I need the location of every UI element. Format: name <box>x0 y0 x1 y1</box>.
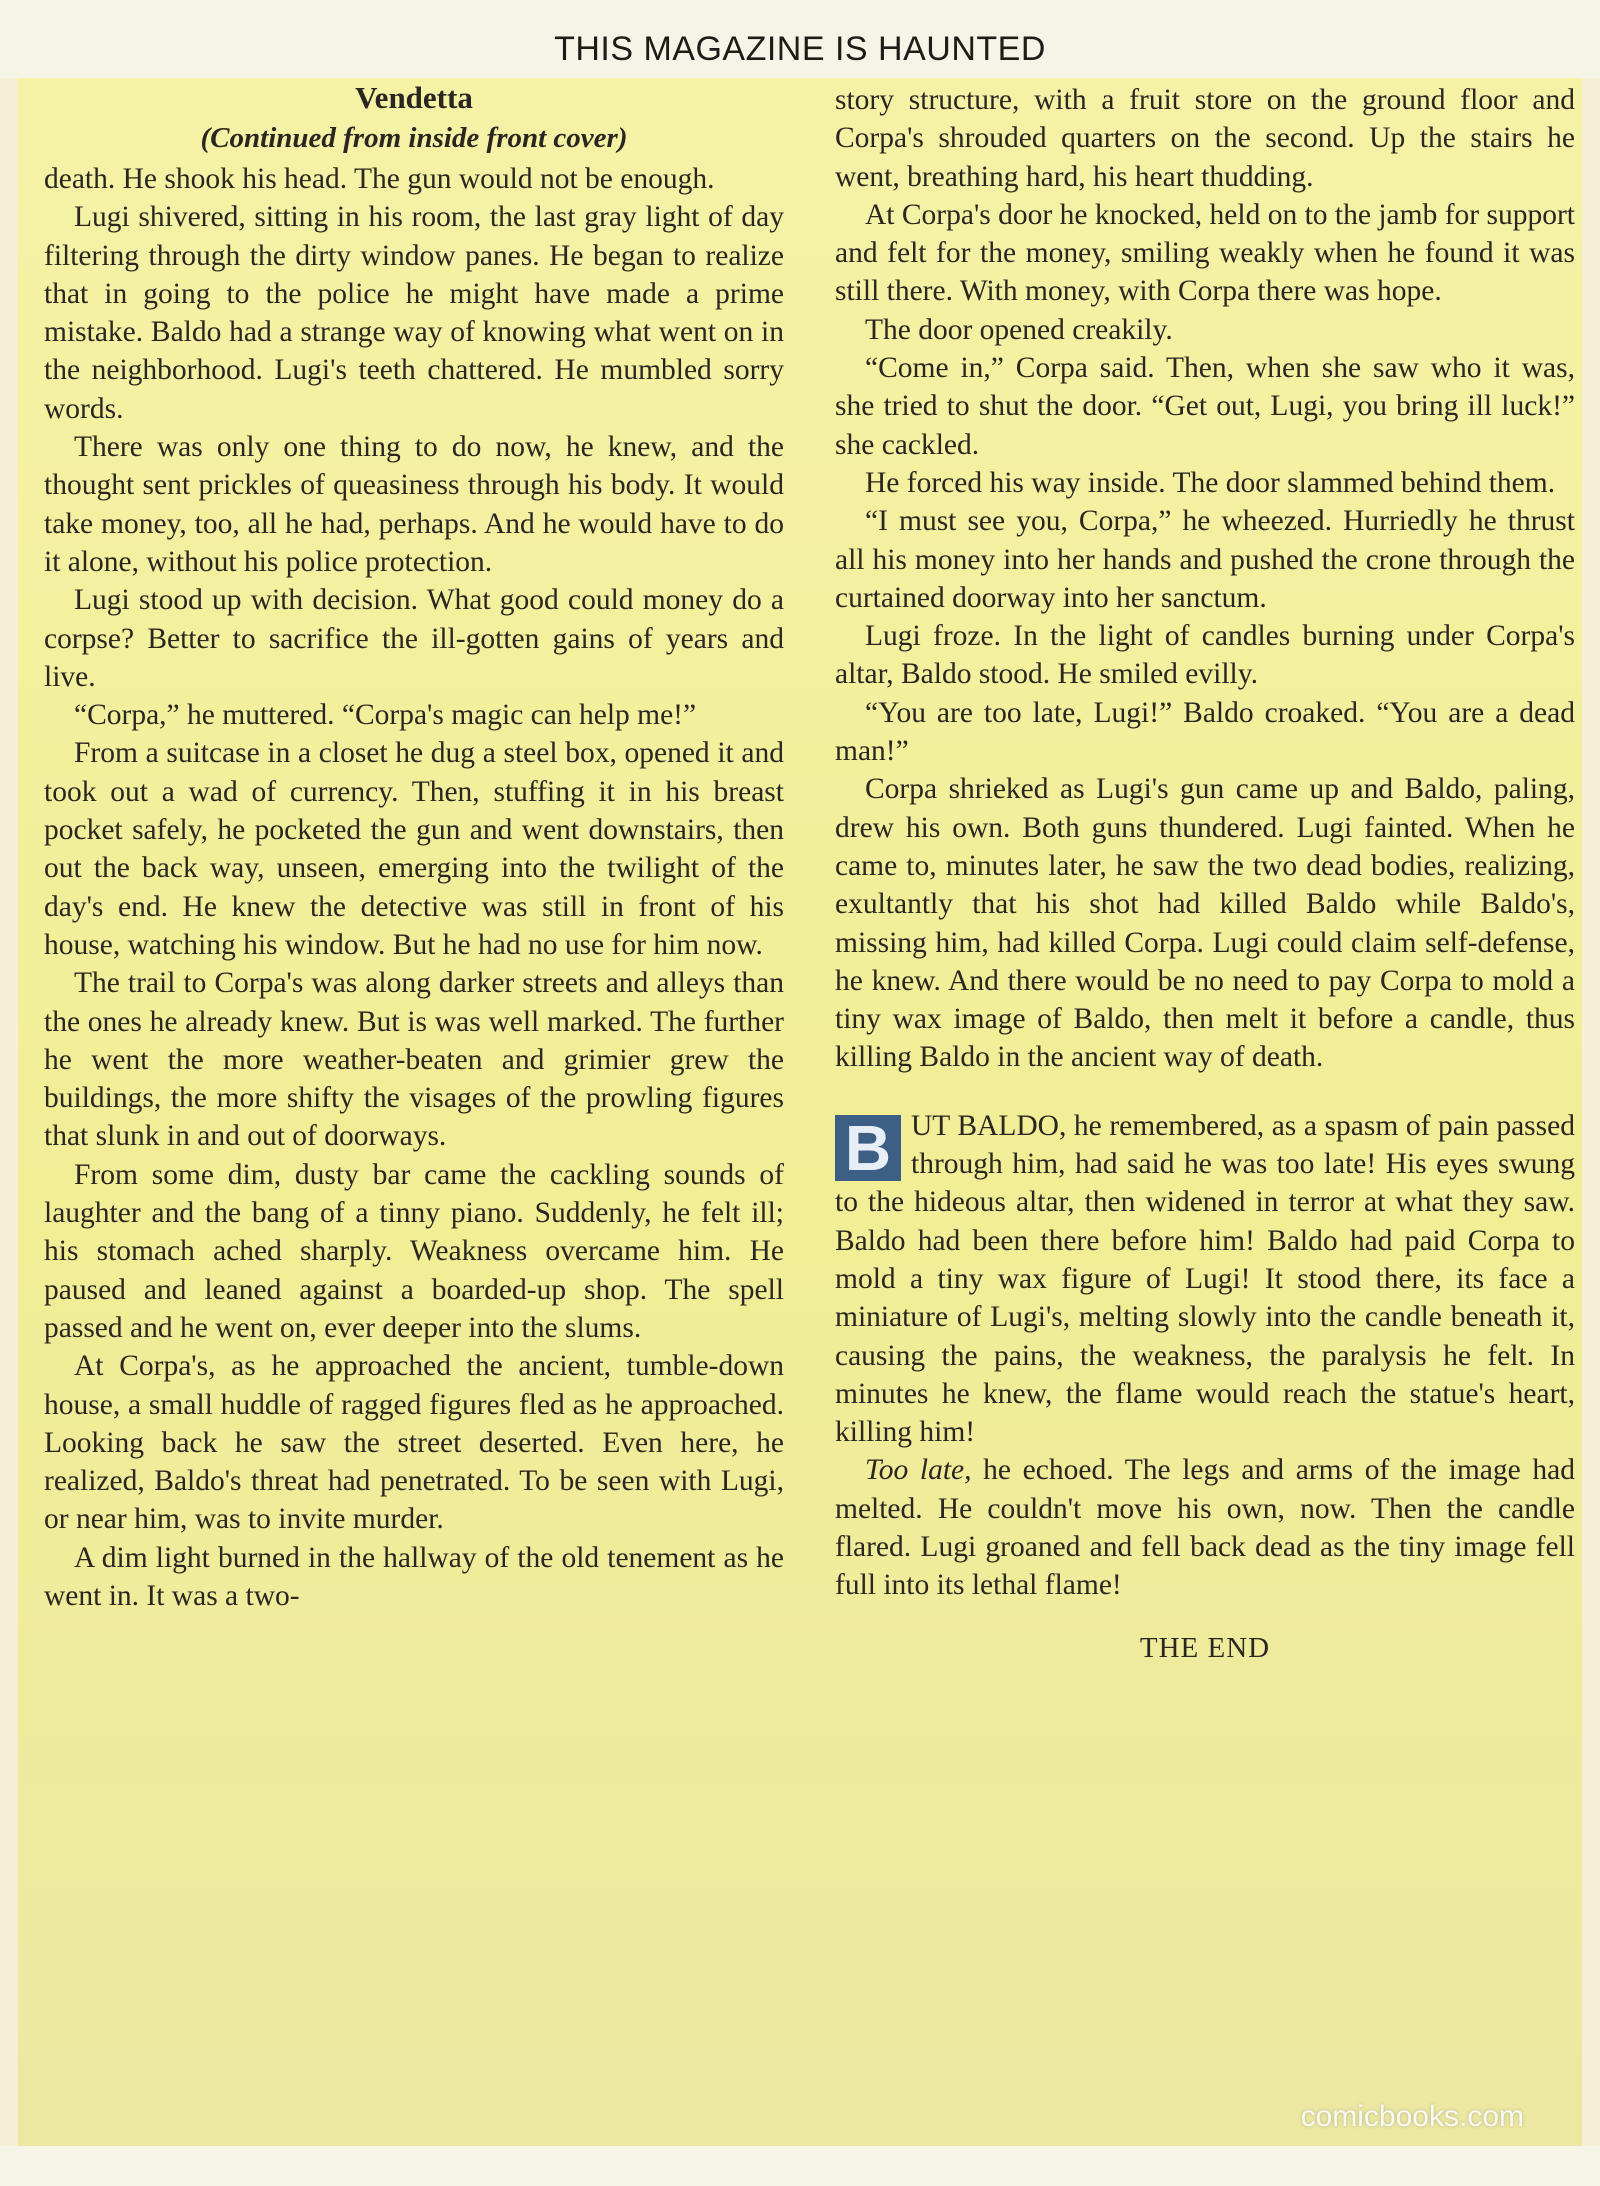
paragraph: Lugi froze. In the light of candles burning under Corpa's altar, Baldo stood. He smiled evilly. <box>835 620 1575 691</box>
paragraph: There was only one thing to do now, he knew, and the thought sent prickles of queasiness through his body. It would take money, too, all he had, perhaps. And he would have to do it alone, without his police protection. <box>44 431 784 578</box>
page-footer <box>0 2146 1600 2186</box>
drop-cap: B <box>835 1115 901 1181</box>
final-paragraph <box>835 1451 1575 1604</box>
paragraph: The door opened creakily. <box>865 313 1173 346</box>
paragraph: “Come in,” Corpa said. Then, when she saw who it was, she tried to shut the door. “Get out, Lugi, you bring ill luck!” she cackled. <box>835 352 1575 461</box>
right-column <box>835 81 1575 1667</box>
paragraph: He forced his way inside. The door slammed behind them. <box>865 466 1556 499</box>
dropcap-paragraph <box>835 1107 1575 1452</box>
paragraph: From a suitcase in a closet he dug a steel box, opened it and took out a wad of currency. Then, stuffing it in his breast pocket safely, he pocketed the gun and went downstairs, then out the back way, unseen, emerging into the twilight of the day's end. He knew the detective was still in front of his house, watching his window. But he had no use for him now. <box>44 737 784 961</box>
paragraph: “I must see you, Corpa,” he wheezed. Hurriedly he thrust all his money into her hands and pushed the crone through the curtained doorway into her sanctum. <box>835 505 1575 614</box>
paragraph: Lugi stood up with decision. What good could money do a corpse? Better to sacrifice the ill-gotten gains of years and live. <box>44 584 784 693</box>
final-paragraph-text: he echoed. The legs and arms of the image had melted. He couldn't move his own, now. Then the candle flared. Lugi groaned and fell back dead as the tiny image fell full into its lethal flame! <box>835 1454 1575 1602</box>
paragraph: Lugi shivered, sitting in his room, the last gray light of day filtering through the dirty window panes. He began to realize that in going to the police he might have made a prime mistake. Baldo had a strange way of knowing what went on in the neighborhood. Lugi's teeth chattered. He mumbled sorry words. <box>44 201 784 425</box>
paragraph: “You are too late, Lugi!” Baldo croaked. “You are a dead man!” <box>835 696 1575 768</box>
story-title: Vendetta <box>355 80 473 115</box>
the-end: THE END <box>1139 1631 1271 1664</box>
paragraph: At Corpa's, as he approached the ancient, tumble-down house, a small huddle of ragged figures fled as he approached. Looking back he saw the street deserted. Even here, he realized, Baldo's threat had penetrated. To be seen with Lugi, or near him, was to invite murder. <box>44 1350 784 1536</box>
paragraph: story structure, with a fruit store on the ground floor and Corpa's shrouded quarters on the second. Up the stairs he went, breathing hard, his heart thudding. <box>835 84 1575 193</box>
watermark: comicbooks.com <box>1300 2100 1524 2133</box>
paragraph: A dim light burned in the hallway of the old tenement as he went in. It was a two- <box>44 1541 784 1612</box>
paragraph: The trail to Corpa's was along darker streets and alleys than the ones he already knew. But is was well marked. The further he went the more weather-beaten and grimier grew the buildings, the more shifty the visages of the prowling figures that slunk in and out of doorways. <box>44 967 784 1153</box>
paragraph: death. He shook his head. The gun would not be enough. <box>44 163 715 195</box>
left-column <box>44 78 784 1615</box>
paragraph: “Corpa,” he muttered. “Corpa's magic can help me!” <box>74 699 697 732</box>
paragraph: At Corpa's door he knocked, held on to the jamb for support and felt for the money, smiling weakly when he found it was still there. With money, with Corpa there was hope. <box>835 198 1575 308</box>
paragraph: Corpa shrieked as Lugi's gun came up and Baldo, paling, drew his own. Both guns thundered. Lugi fainted. When he came to, minutes later, he saw the two dead bodies, realizing, exultantly that his shot had killed Baldo while Baldo's, missing him, had killed Corpa. Lugi could claim self-defense, he knew. And there would be no need to pay Corpa to mold a tiny wax image of Baldo, then melt it before a candle, thus killing Baldo in the ancient way of death. <box>835 773 1575 1074</box>
continued-note: (Continued from inside front cover) <box>200 122 628 154</box>
dropcap-paragraph-text: UT BALDO, he remembered, as a spasm of pain passed through him, had said he was too late! His eyes swung to the hideous altar, then widened in terror at what they saw. Baldo had been there before him! Baldo had paid Corpa to mold a tiny wax figure of Lugi! It stood there, its face a miniature of Lugi's, melting slowly into the candle beneath it, causing the pains, the weakness, the paralysis he felt. In minutes he knew, the flame would reach the statue's heart, killing him! <box>835 1109 1575 1449</box>
paragraph: From some dim, dusty bar came the cackling sounds of laughter and the bang of a tinny piano. Suddenly, he felt ill; his stomach ached sharply. Weakness overcame him. He paused and leaned against a boarded-up shop. The spell passed and he went on, ever deeper into the slums. <box>44 1158 784 1344</box>
running-head: THIS MAGAZINE IS HAUNTED <box>554 30 1046 68</box>
final-italic: Too late, <box>865 1454 972 1487</box>
